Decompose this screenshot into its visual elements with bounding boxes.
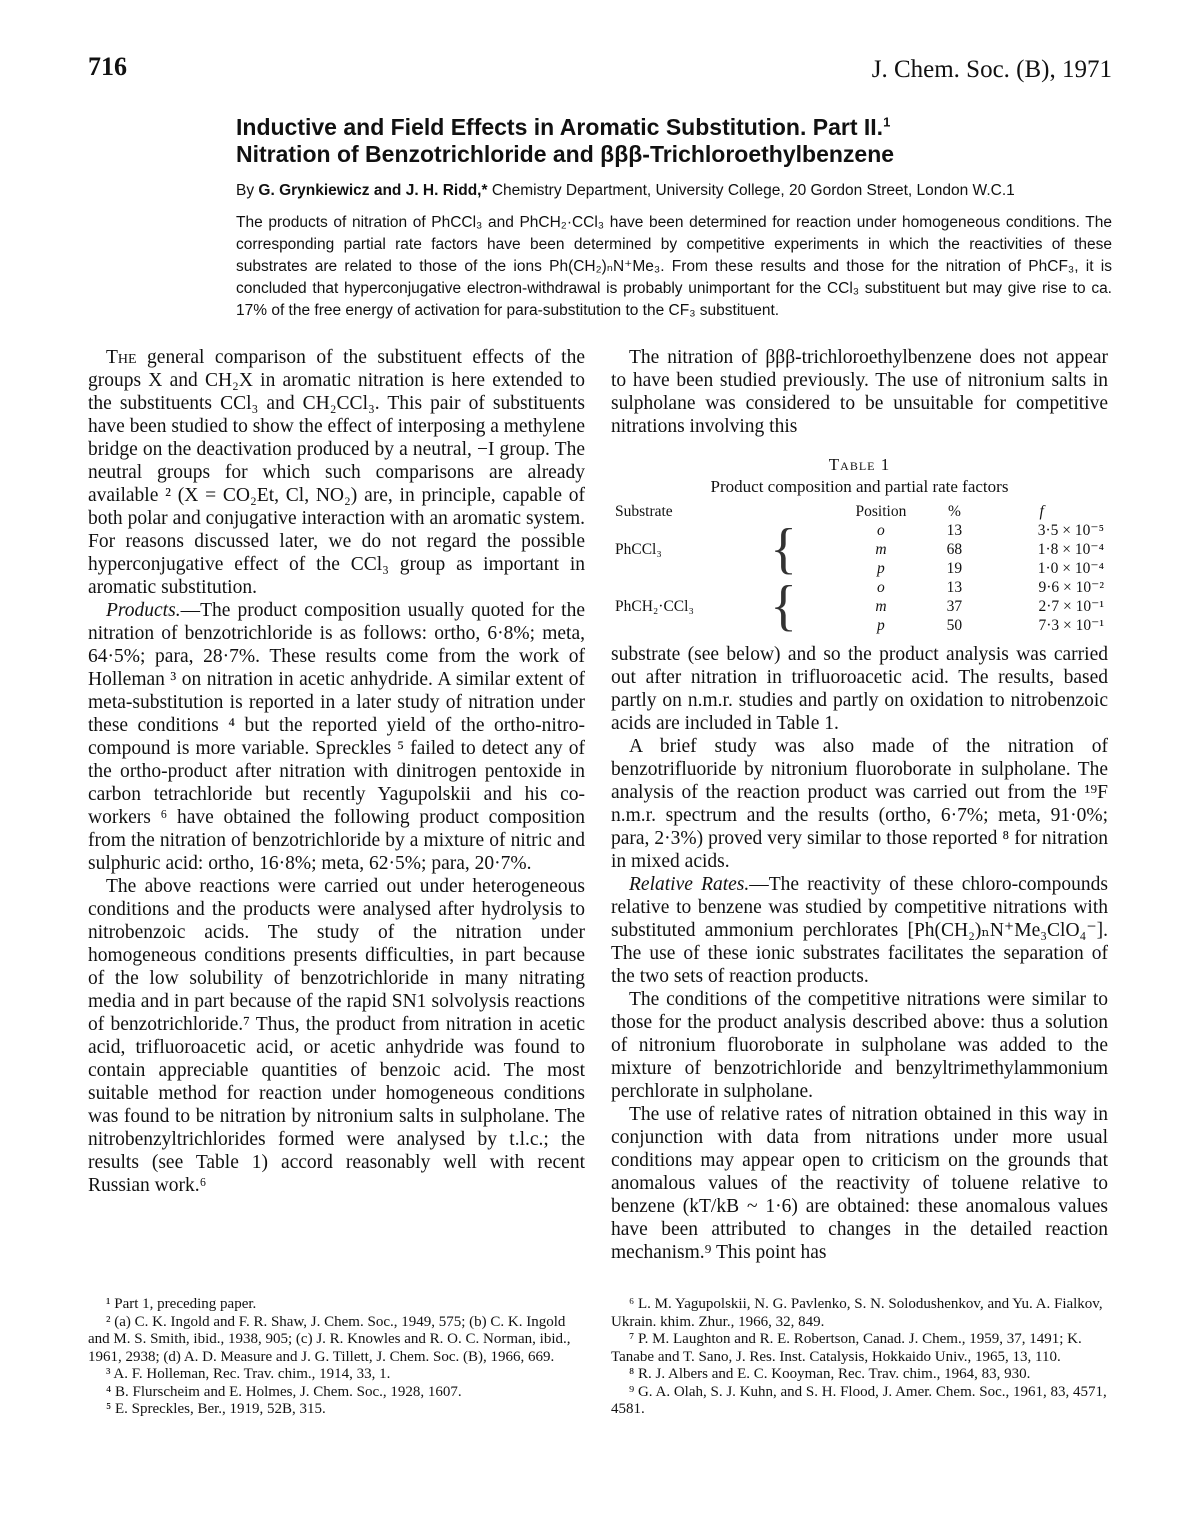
f-cell: 9·6 × 10⁻² <box>1038 579 1104 596</box>
article-title <box>236 114 1112 168</box>
f-cell: 3·5 × 10⁻⁵ <box>1037 522 1104 539</box>
percent-cell: 13 <box>946 522 963 539</box>
paragraph-intro <box>88 346 585 599</box>
section-heading-relative-rates: Relative Rates. <box>629 874 750 895</box>
position-cell: o <box>877 579 885 596</box>
author-line <box>236 182 1112 200</box>
paragraph-trichloroethyl: The nitration of βββ-trichloroethylbenzene does not appear to have been studied previously. The use of nitronium salts in sulpholane was considered to be unsuitable for competitive nitrations involving this <box>611 347 1108 437</box>
article-header <box>236 114 1112 322</box>
f-cell: 2·7 × 10⁻¹ <box>1038 598 1104 615</box>
percent-cell: 68 <box>946 541 963 558</box>
position-cell: p <box>877 560 885 577</box>
position-cell: o <box>877 522 885 539</box>
table-row <box>611 578 1108 597</box>
title-footnote-marker: 1 <box>883 114 891 130</box>
brace-glyph: { <box>770 575 797 637</box>
table-1 <box>611 454 1108 635</box>
footnotes-left <box>88 1296 585 1419</box>
footnote: ⁵ E. Spreckles, Ber., 1919, 52B, 315. <box>106 1401 326 1417</box>
intro-lead-word: The <box>106 347 137 368</box>
author-affiliation: Chemistry Department, University College, 20 Gordon Street, London W.C.1 <box>491 182 1015 199</box>
footnote: ⁹ G. A. Olah, S. J. Kuhn, and S. H. Flood, J. Amer. Chem. Soc., 1961, 83, 4571, 4581. <box>611 1383 1107 1417</box>
f-cell: 1·8 × 10⁻⁴ <box>1037 541 1104 558</box>
relative-rates-text: —The reactivity of these chloro-compounds relative to benzene was studied by competitive nitrations with substituted ammonium perchlorates [Ph(CH₂)ₙN⁺Me₃ClO₄⁻]. The use of these ionic substrates facilitates the separation of the two sets of reaction products. <box>611 874 1108 987</box>
paragraph-substrate: substrate (see below) and so the product analysis was carried out after nitration in trifluoroacetic acid. The results, based partly on n.m.r. studies and partly on oxidation to nitrobenzoic acids are included in Table 1. <box>611 644 1108 734</box>
paragraph-relative-rates <box>611 873 1108 988</box>
products-text: —The product composition usually quoted for the nitration of benzotrichloride is as follows: ortho, 6·8%; meta, 64·5%; para, 28·7%. These results come from the work of Holleman ³ on nitration in acetic anhydride. A similar extent of meta-substitution is reported in a later study of nitration under these conditions ⁴ but the reported yield of the ortho-nitro-compound is more variable. Spreckles ⁵ failed to detect any of the ortho-product after nitration with dinitrogen pentoxide in carbon tetrachloride but recently Yagupolskii and his co-workers ⁶ have obtained the following product composition from the nitration of benzotrichloride by a mixture of nitric and sulphuric acid: ortho, 16·8%; meta, 62·5%; para, 20·7%. <box>88 600 585 874</box>
title-line-2: Nitration of Benzotrichloride and βββ-Trichloroethylbenzene <box>236 141 895 167</box>
section-heading-products: Products. <box>106 600 181 621</box>
paragraph-benzotrifluoride: A brief study was also made of the nitration of benzotrifluoride by nitronium fluoroborate in sulpholane. The analysis of the reaction product was carried out from the ¹⁹F n.m.r. spectrum and the results (ortho, 6·7%; meta, 91·0%; para, 2·3%) proved very similar to those reported ⁸ for nitration in mixed acids. <box>611 736 1108 872</box>
substrate-cell: PhCH₂·CCl₃ <box>615 598 694 615</box>
footnote: ² (a) C. K. Ingold and F. R. Shaw, J. Chem. Soc., 1949, 575; (b) C. K. Ingold and M. S. Smith, ibid., 1938, 905; (c) J. R. Knowles and R. O. C. Norman, ibid., 1961, 2938; (d) A. D. Measure and J. G. Tillett, J. Chem. Soc. (B), 1966, 669. <box>88 1313 571 1365</box>
f-cell: 1·0 × 10⁻⁴ <box>1037 560 1104 577</box>
paragraph-products <box>88 599 585 875</box>
position-cell: p <box>877 617 885 634</box>
header-substrate: Substrate <box>615 503 673 520</box>
journal-citation: J. Chem. Soc. (B), 1971 <box>871 56 1112 83</box>
header-percent: % <box>947 503 961 520</box>
paragraph-relative-rates-use: The use of relative rates of nitration obtained in this way in conjunction with data from nitrations under more usual conditions may appear open to criticism on the grounds that anomalous values of the reactivity of toluene relative to benzene (kT/kB ~ 1·6) are obtained: these anomalous values have been attributed to changes in the detailed reaction mechanism.⁹ This point has <box>611 1104 1108 1263</box>
position-cell: m <box>875 598 887 615</box>
footnote: ⁷ P. M. Laughton and R. E. Robertson, Canad. J. Chem., 1959, 37, 1491; K. Tanabe and T. Sano, J. Res. Inst. Catalysis, Hokkaido Univ., 1965, 13, 110. <box>611 1331 1082 1365</box>
footnotes-right <box>611 1296 1108 1419</box>
percent-cell: 37 <box>946 598 963 615</box>
table-1-data <box>611 502 1108 635</box>
table-row <box>611 521 1108 540</box>
percent-cell: 19 <box>946 560 963 577</box>
f-cell: 7·3 × 10⁻¹ <box>1038 617 1104 634</box>
title-line-1: Inductive and Field Effects in Aromatic Substitution. Part II. <box>236 114 884 140</box>
percent-cell: 50 <box>946 617 963 634</box>
right-column <box>611 346 1108 1264</box>
footnote: ⁴ B. Flurscheim and E. Holmes, J. Chem. Soc., 1928, 1607. <box>106 1383 462 1400</box>
author-prefix: By <box>236 182 255 199</box>
footnote: ¹ Part 1, preceding paper. <box>106 1296 257 1312</box>
paragraph-conditions: The conditions of the competitive nitrations were similar to those for the product analysis described above: thus a solution of nitronium fluoroborate in sulpholane was added to the mixture of benzotrichloride and benzyltrimethylammonium perchlorate in sulpholane. <box>611 989 1108 1102</box>
intro-text: general comparison of the substituent effects of the groups X and CH₂X in aromatic nitration is here extended to the substituents CCl₃ and CH₂CCl₃. This pair of substituents have been studied to show the effect of interposing a methylene bridge on the deactivation produced by a neutral, −I group. The neutral groups for which such comparisons are already available ² (X = CO₂Et, Cl, NO₂) are, in principle, capable of both polar and conjugative interaction with an aromatic system. For reasons discussed later, we do not regard the possible hyperconjugative effect of the CCl₃ group as important in aromatic substitution. <box>88 347 585 598</box>
header-f: f <box>1039 503 1044 520</box>
author-names: G. Grynkiewicz and J. H. Ridd,* <box>258 182 488 199</box>
table-caption: Product composition and partial rate factors <box>710 477 1009 496</box>
percent-cell: 13 <box>946 579 963 596</box>
left-column <box>88 346 585 1197</box>
page-number: 716 <box>88 52 127 81</box>
footnote: ³ A. F. Holleman, Rec. Trav. chim., 1914, 33, 1. <box>106 1366 391 1382</box>
table-header-row <box>611 502 1108 521</box>
footnote: ⁶ L. M. Yagupolskii, N. G. Pavlenko, S. N. Solodushenkov, and Yu. A. Fialkov, Ukrain. khim. Zhur., 1966, 32, 849. <box>611 1296 1103 1330</box>
header-position: Position <box>855 503 907 520</box>
brace-glyph: { <box>770 518 797 580</box>
abstract: The products of nitration of PhCCl₃ and PhCH₂·CCl₃ have been determined for reaction under homogeneous conditions. The corresponding partial rate factors have been determined by competitive experiments in which the reactivities of these substrates are related to those of the ions Ph(CH₂)ₙN⁺Me₃. From these results and those for the nitration of PhCF₃, it is concluded that hyperconjugative electron-withdrawal is probably unimportant for the CCl₃ substituent but may give rise to ca. 17% of the free energy of activation for para-substitution to the CF₃ substituent. <box>236 214 1112 319</box>
substrate-cell: PhCCl₃ <box>615 541 662 558</box>
footnote: ⁸ R. J. Albers and E. C. Kooyman, Rec. Trav. chim., 1964, 83, 930. <box>629 1366 1031 1382</box>
position-cell: m <box>875 541 887 558</box>
table-label: Table 1 <box>828 455 891 474</box>
paragraph-heterogeneous: The above reactions were carried out under heterogeneous conditions and the products were analysed after hydrolysis to nitrobenzoic acids. The study of the nitration under homogeneous conditions presents difficulties, in part because of the low solubility of benzotrichloride in many nitrating media and in part because of the rapid SN1 solvolysis reactions of benzotrichloride.⁷ Thus, the product from nitration in acetic acid, trifluoroacetic acid, or acetic anhydride was found to contain appreciable quantities of benzoic acid. The most suitable method for reaction under homogeneous conditions was found to be nitration by nitronium salts in sulpholane. The nitrobenzyltrichlorides formed were analysed by t.l.c.; the results (see Table 1) accord reasonably well with recent Russian work.⁶ <box>88 876 585 1196</box>
